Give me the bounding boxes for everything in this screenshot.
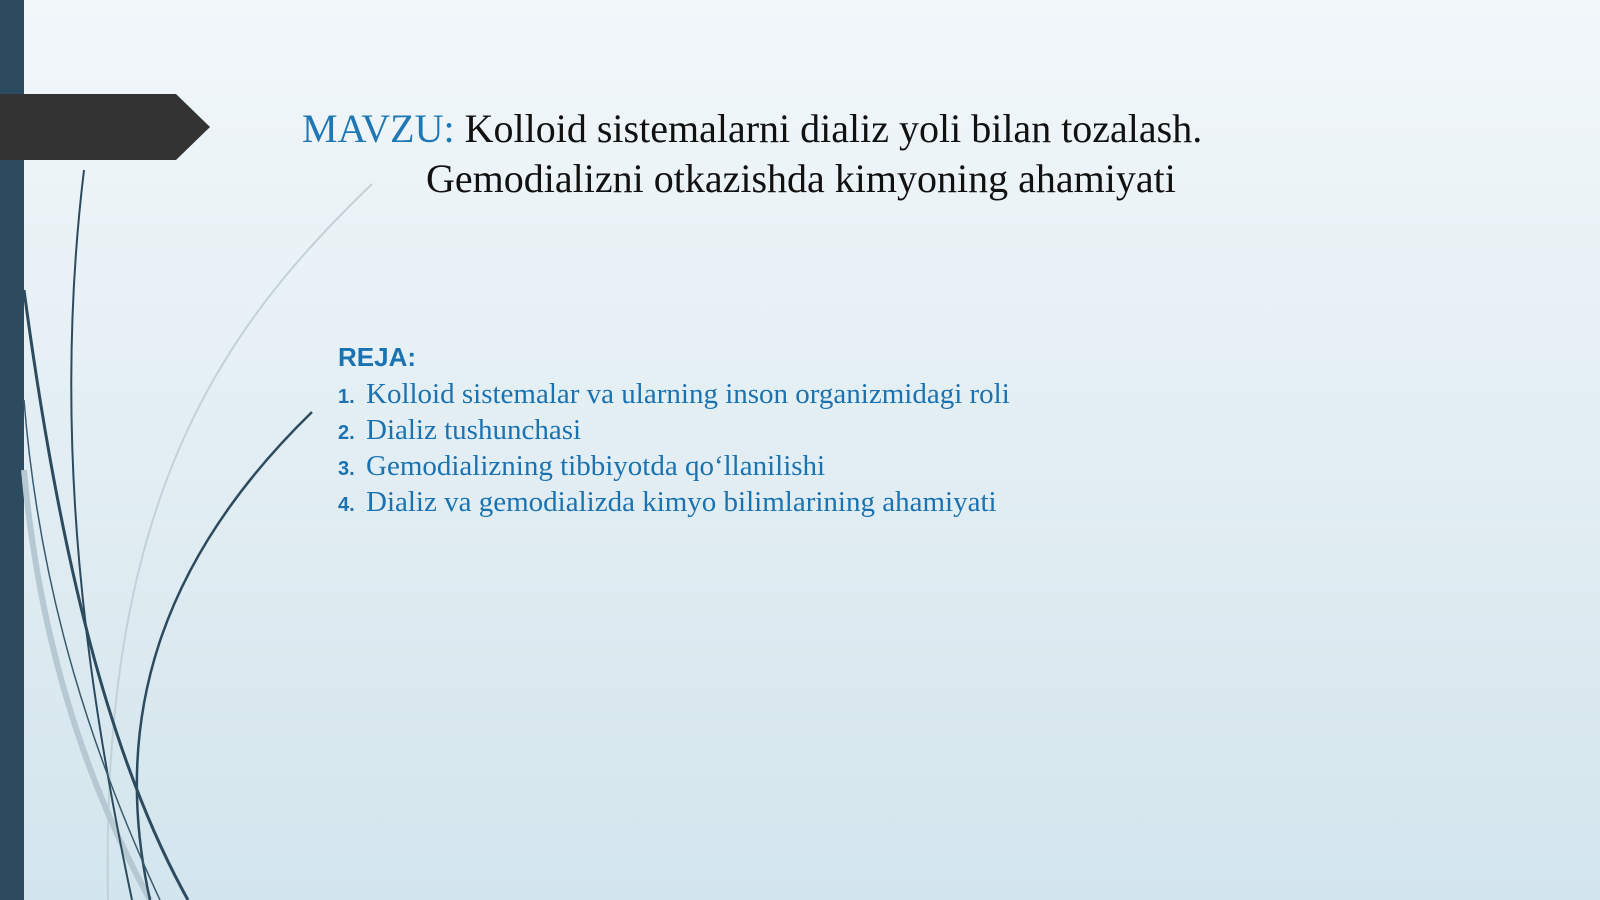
- plan-item-number: 2.: [338, 422, 355, 444]
- plan-item-text: Dializ va gemodializda kimyo bilimlarining ahamiyati: [366, 486, 997, 518]
- title-text-2: Gemodializni otkazishda kimyoning ahamiyati: [426, 156, 1176, 201]
- plan-item-text: Kolloid sistemalar va ularning inson organizmidagi roli: [366, 378, 1010, 410]
- title-text-1: Kolloid sistemalarni dializ yoli bilan tozalash.: [464, 106, 1203, 151]
- plan-heading: REJA:: [338, 342, 417, 372]
- plan-section: [338, 340, 1238, 520]
- plan-item-number: 3.: [338, 458, 355, 480]
- plan-item-4: [338, 484, 1238, 520]
- plan-item-text: Dializ tushunchasi: [366, 414, 582, 446]
- title-line-1: [302, 106, 1202, 151]
- title-arrow-tab: [0, 94, 210, 160]
- plan-item-number: 4.: [338, 494, 355, 516]
- slide-title: [302, 104, 1302, 204]
- plan-list: [338, 376, 1238, 520]
- plan-item-number: 1.: [338, 386, 355, 408]
- plan-item-2: [338, 412, 1238, 448]
- swirl-line-light-1: [108, 184, 372, 900]
- plan-item-3: [338, 448, 1238, 484]
- plan-item-1: [338, 376, 1238, 412]
- swirl-line-dark-3: [137, 412, 312, 900]
- title-prefix: MAVZU:: [302, 106, 455, 151]
- plan-item-text: Gemodializning tibbiyotda qoʻllanilishi: [366, 450, 826, 482]
